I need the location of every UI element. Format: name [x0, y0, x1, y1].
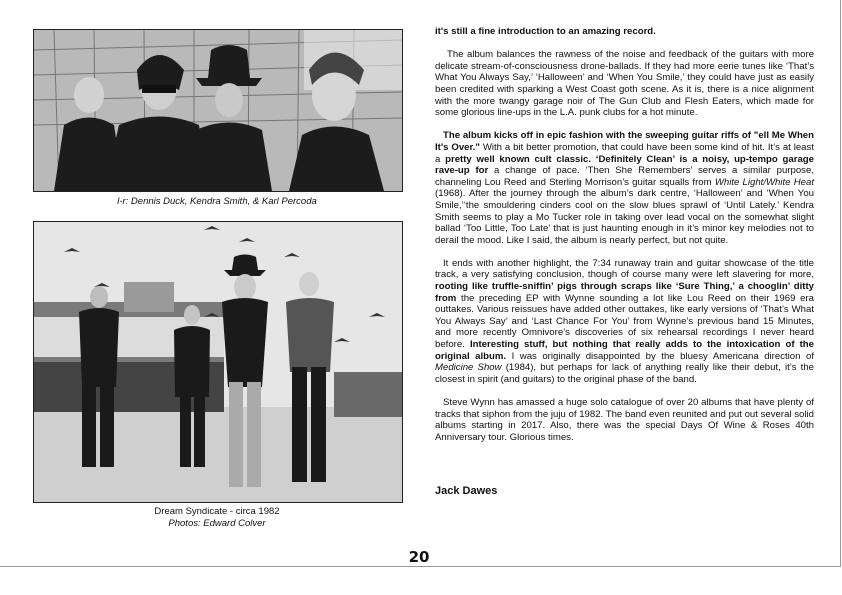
paragraph-2: The album balances the rawness of the noise and feedback of the guitars with more delicate stream-of-consciousness drone-ballads. If they had more eerie tunes like ‘That’s What You Always Say,’ ‘Halloween’ and ‘When You Smile,’ they could have just as easily been credited with sparking a West Coast goth scene. As it is, there is a nice alignment with the more twangy garage noir of The Gun Club and Flesh Eaters, which made for some glorious line-ups in the L.A. punk clubs for a hot minute.: [435, 49, 814, 119]
caption-credit: Photos: Edward Colver: [168, 518, 266, 529]
bold-run: pretty well known cult classic. ‘Definitely Clean’ is a noisy, up-tempo garage rave-up for: [435, 153, 814, 177]
album-title: Medicine Show: [435, 362, 502, 374]
band-photo-bottom: [33, 221, 403, 503]
photo-caption-top: [33, 196, 401, 208]
author-signature: Jack Dawes: [435, 485, 498, 497]
paragraph-5: Steve Wynn has amassed a huge solo catalogue of over 20 albums that have plenty of tracks that siphon from the juju of 1982. The band even reunited and put out several solid albums starting in 2017. Also, there was the special Days Of Wine & Roses 40th Anniversary tour. Glorious times.: [435, 397, 814, 443]
photo-caption-bottom: [33, 506, 401, 530]
bold-run: The album kicks off in epic fashion with the sweeping guitar riffs of "ell Me When It's Over.": [435, 130, 814, 153]
bold-run: rooting like truffle-sniffin’ pigs through scraps like ‘Sure Thing,’ a chooglin’ ditty from: [435, 281, 814, 304]
caption-title: Dream Syndicate - circa 1982: [154, 506, 280, 517]
album-title: White Light/White Heat: [714, 176, 814, 188]
caption-text: l-r: Dennis Duck, Kendra Smith, & Karl Percoda: [117, 196, 317, 207]
article-body: [435, 26, 814, 455]
paragraph-3: The album kicks off in epic fashion with the sweeping guitar riffs of "ell Me When It's Over." With a bit better promotion, that could have been some kind of hit. It’s at least a pretty well known cult classic. ‘Definitely Clean’ is a noisy, up-tempo garage rave-up for a change of pace. ‘Then She Remembers’ serves a similar purpose, channeling Lou Reed and Sterling Morrison’s guitar squalls from White Light/White Heat (1968). After the journey through the album’s dark centre, ‘Halloween’ and ‘When You Smile,’‘the smouldering cinders cool on the slow blues sprawl of ‘Until Lately.’ Kendra Smith seems to play a Mo Tucker role in taking over lead vocal on the somewhat slight ballad ‘Too Little, Too Late’ that is just haunting enough in it’s minor key melodies not to derail the mood. Like I said, the album is nearly perfect, but not quite.: [435, 130, 814, 246]
bold-run: Interesting stuff, but nothing that really adds to the intoxication of the original album.: [435, 339, 814, 362]
paragraph-intro: it's still a fine introduction to an amazing record.: [435, 26, 656, 37]
band-photo-top: [33, 29, 403, 192]
page-number: 20: [408, 548, 430, 566]
paragraph-4: It ends with another highlight, the 7:34 runaway train and guitar showcase of the title track, a very satisfying conclusion, though of course many were left slavering for more, rooting like truffle-sniffin’ pigs through scraps like ‘Sure Thing,’ a chooglin’ ditty from the preceding EP with Wynne sounding a lot like Lou Reed on their 1969 era outtakes. Various reissues have added other outtakes, like early versions of ‘That’s What You Always Say’ and ‘Last Chance For You’ from Wynne’s previous band 15 Minutes, and more recently Omnivore’s discoveries of six rehearsal recordings I never heard before. Interesting stuff, but nothing that really adds to the intoxication of the original album. I was originally disappointed by the bluesy Americana direction of Medicine Show (1984), but perhaps for lack of anything really like their debut, it’s the closest in spirit (and guitars) to the original phase of the band.: [435, 257, 814, 385]
